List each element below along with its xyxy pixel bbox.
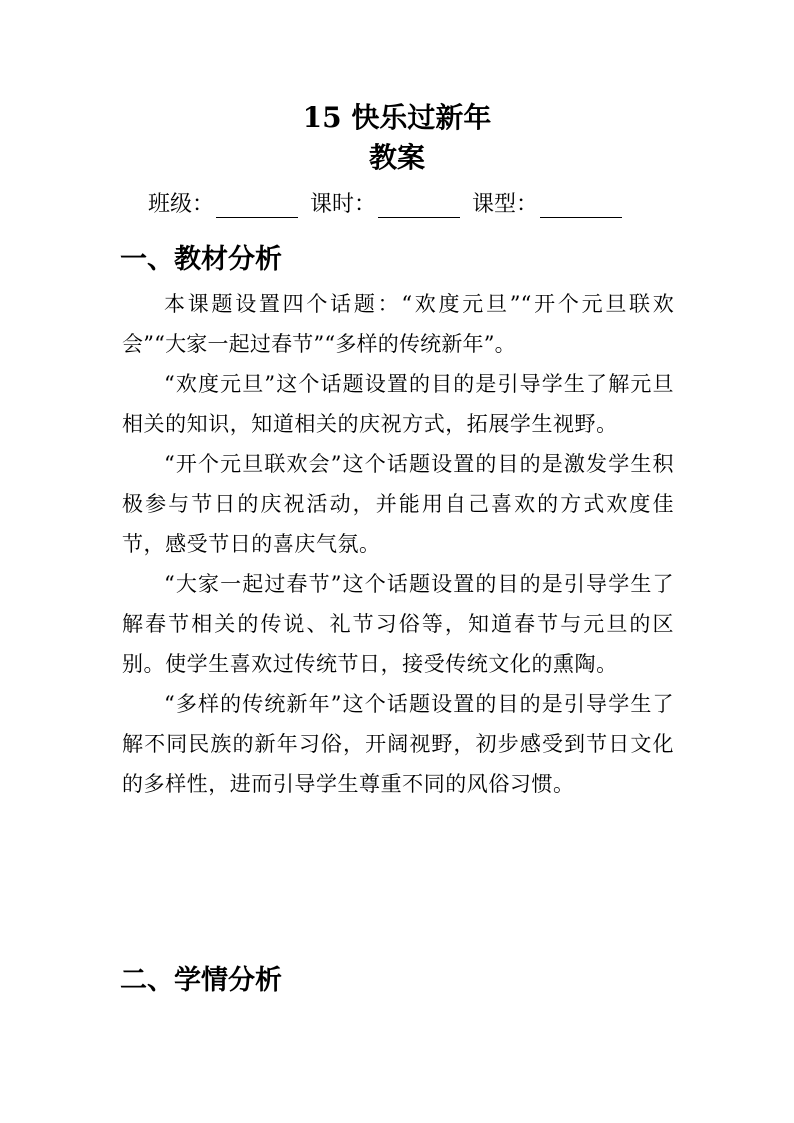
class-label: 班级： xyxy=(148,192,215,217)
section-heading-textbook-analysis: 一、教材分析 xyxy=(120,244,282,275)
lesson-meta-row xyxy=(148,186,622,220)
type-blank xyxy=(540,193,622,218)
section-body-textbook-analysis xyxy=(122,284,674,804)
document-title: 15 快乐过新年 xyxy=(302,101,492,134)
paragraph: “欢度元旦”这个话题设置的目的是引导学生了解元旦相关的知识，知道相关的庆祝方式，拓展学生视野。 xyxy=(122,372,674,436)
paragraph: 本课题设置四个话题：“欢度元旦”“开个元旦联欢会”“大家一起过春节”“多样的传统新年”。 xyxy=(122,292,674,356)
paragraph: “开个元旦联欢会”这个话题设置的目的是激发学生积极参与节日的庆祝活动，并能用自己喜欢的方式欢度佳节，感受节日的喜庆气氛。 xyxy=(122,452,674,556)
class-blank xyxy=(216,193,298,218)
paragraph: “大家一起过春节”这个话题设置的目的是引导学生了解春节相关的传说、礼节习俗等，知道春节与元旦的区别。使学生喜欢过传统节日，接受传统文化的熏陶。 xyxy=(122,572,674,676)
period-blank xyxy=(378,193,460,218)
type-label: 课型： xyxy=(472,192,539,217)
section-heading-student-analysis: 二、学情分析 xyxy=(120,965,282,996)
period-label: 课时： xyxy=(310,192,377,217)
paragraph: “多样的传统新年”这个话题设置的目的是引导学生了解不同民族的新年习俗，开阔视野，初步感受到节日文化的多样性，进而引导学生尊重不同的风俗习惯。 xyxy=(122,692,674,796)
document-subtitle: 教案 xyxy=(368,141,425,174)
